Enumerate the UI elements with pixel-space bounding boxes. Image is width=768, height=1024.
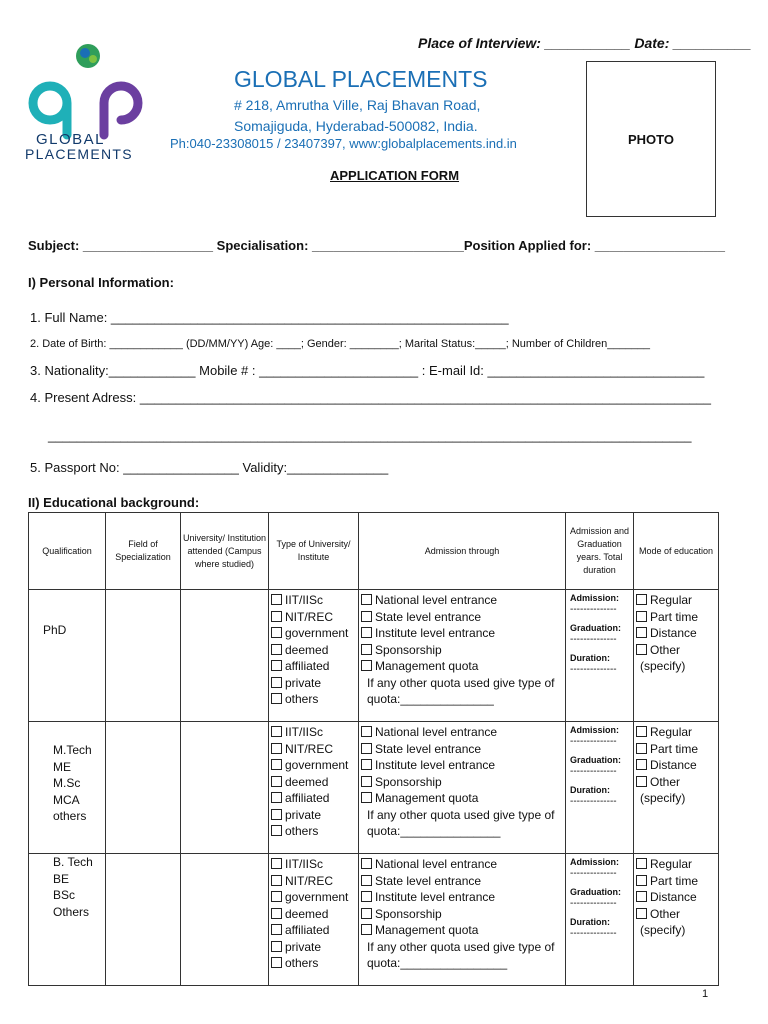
checkbox[interactable] (636, 908, 647, 919)
admission-option: Sponsorship (375, 774, 442, 789)
admission-label: Admission: (570, 593, 620, 603)
duration-label: Duration: (570, 917, 610, 927)
type-option: private (285, 807, 322, 822)
type-cell (269, 854, 359, 986)
type-option: affiliated (285, 923, 330, 937)
checkbox[interactable] (361, 891, 372, 902)
checkbox[interactable] (271, 792, 282, 803)
mode-option: Other (650, 642, 681, 657)
qualification-cell (29, 854, 106, 986)
checkbox[interactable] (636, 875, 647, 886)
qualification-item: PhD (43, 623, 67, 637)
other-quota-field[interactable]: quota:________________ (367, 956, 508, 970)
header-years: Admission and Graduation years. Total duration (566, 513, 634, 590)
admission-option: Sponsorship (375, 906, 442, 921)
checkbox[interactable] (361, 908, 372, 919)
type-cell (269, 722, 359, 854)
checkbox[interactable] (271, 957, 282, 968)
mode-option: Other (650, 774, 681, 789)
header-qualification: Qualification (29, 513, 106, 590)
admission-option: State level entrance (375, 609, 482, 624)
admission-option: National level entrance (375, 725, 498, 739)
type-option: government (285, 758, 349, 772)
mode-option: Regular (650, 725, 693, 739)
qualification-item: BSc (53, 888, 76, 902)
admission-option: Sponsorship (375, 642, 442, 657)
mode-option: Regular (650, 593, 693, 607)
photo-label: PHOTO (628, 132, 674, 147)
admission-option: Management quota (375, 791, 479, 805)
form-title: APPLICATION FORM (330, 168, 460, 183)
nationality-line[interactable]: 3. Nationality:____________ Mobile # : ______________________ : E-mail Id: ______________________________ (30, 363, 705, 378)
checkbox[interactable] (636, 743, 647, 754)
checkbox[interactable] (361, 875, 372, 886)
admission-blank[interactable]: -------------- (570, 604, 617, 615)
other-quota-note: If any other quota used give type of (367, 675, 555, 690)
section-personal-title: I) Personal Information: (28, 275, 174, 290)
qualification-item: ME (53, 759, 71, 774)
checkbox[interactable] (271, 825, 282, 836)
checkbox[interactable] (361, 660, 372, 671)
graduation-label: Graduation: (570, 623, 621, 633)
qualification-item: BE (53, 871, 70, 886)
type-option: others (285, 956, 319, 970)
mode-specify: (specify) (640, 791, 686, 805)
other-quota-note: If any other quota used give type of (367, 807, 555, 822)
checkbox[interactable] (271, 809, 282, 820)
type-option: NIT/REC (285, 873, 333, 888)
admission-option: State level entrance (375, 873, 482, 888)
checkbox[interactable] (361, 726, 372, 737)
admission-cell (359, 722, 566, 854)
qualification-item: M.Tech (53, 743, 92, 757)
admission-option: Institute level entrance (375, 758, 496, 772)
checkbox[interactable] (271, 726, 282, 737)
type-option: deemed (285, 906, 329, 921)
duration-label: Duration: (570, 785, 610, 795)
checkbox[interactable] (271, 875, 282, 886)
graduation-label: Graduation: (570, 887, 621, 897)
duration-cell[interactable] (566, 590, 634, 722)
type-option: others (285, 692, 319, 706)
interview-place-date-line: Place of Interview: ___________ Date: __________ (418, 35, 752, 51)
qualification-cell (29, 590, 106, 722)
type-option: IIT/IISc (285, 593, 324, 607)
subject-line[interactable]: Subject: __________________ Specialisation: _____________________Position Applied for: __________________ (28, 238, 725, 253)
checkbox[interactable] (271, 759, 282, 770)
checkbox[interactable] (271, 677, 282, 688)
header-type: Type of University/ Institute (269, 513, 359, 590)
checkbox[interactable] (271, 941, 282, 952)
education-table (28, 512, 719, 986)
type-option: deemed (285, 774, 329, 789)
qualification-item: M.Sc (53, 776, 81, 790)
checkbox[interactable] (636, 759, 647, 770)
duration-blank[interactable]: -------------- (570, 664, 617, 675)
duration-label: Duration: (570, 653, 610, 663)
duration-cell[interactable] (566, 722, 634, 854)
mode-option: Part time (650, 609, 699, 624)
admission-option: Institute level entrance (375, 890, 496, 904)
header-university: University/ Institution attended (Campus where studied) (181, 513, 269, 590)
duration-blank[interactable]: -------------- (570, 928, 617, 939)
mode-cell (634, 854, 719, 986)
checkbox[interactable] (361, 594, 372, 605)
logo-text-placements: PLACEMENTS (25, 146, 133, 162)
mode-option: Distance (650, 890, 697, 904)
other-quota-field[interactable]: quota:_______________ (367, 824, 501, 838)
admission-option: State level entrance (375, 741, 482, 756)
type-option: government (285, 890, 349, 904)
field-cell[interactable] (106, 854, 181, 986)
checkbox[interactable] (271, 611, 282, 622)
type-cell (269, 590, 359, 722)
checkbox[interactable] (271, 924, 282, 935)
type-option: others (285, 824, 319, 838)
qualification-item: B. Tech (53, 855, 93, 869)
admission-option: National level entrance (375, 593, 498, 607)
university-cell[interactable] (181, 722, 269, 854)
checkbox[interactable] (271, 594, 282, 605)
mode-option: Regular (650, 857, 693, 871)
checkbox[interactable] (271, 908, 282, 919)
university-cell[interactable] (181, 854, 269, 986)
table-header-row (29, 513, 719, 590)
mode-specify: (specify) (640, 659, 686, 673)
duration-cell[interactable] (566, 854, 634, 986)
admission-blank[interactable]: -------------- (570, 736, 617, 747)
dob-line[interactable]: 2. Date of Birth: ____________ (DD/MM/YY) Age: ____; Gender: ________; Marital Status:_____; Number of Children_______ (30, 338, 651, 350)
checkbox[interactable] (636, 726, 647, 737)
checkbox[interactable] (271, 891, 282, 902)
type-option: government (285, 626, 349, 640)
admission-option: Management quota (375, 923, 479, 937)
mode-cell (634, 722, 719, 854)
company-logo (22, 40, 157, 165)
qualification-item: MCA (53, 792, 80, 807)
qualification-cell (29, 722, 106, 854)
checkbox[interactable] (361, 924, 372, 935)
type-option: private (285, 675, 322, 690)
checkbox[interactable] (271, 743, 282, 754)
type-option: deemed (285, 642, 329, 657)
checkbox[interactable] (361, 627, 372, 638)
table-row (29, 854, 719, 986)
checkbox[interactable] (636, 611, 647, 622)
checkbox[interactable] (636, 776, 647, 787)
admission-option: Institute level entrance (375, 626, 496, 640)
university-cell[interactable] (181, 590, 269, 722)
address-line-2: Somajiguda, Hyderabad-500082, India. (234, 118, 478, 134)
company-name: GLOBAL PLACEMENTS (234, 66, 488, 92)
checkbox[interactable] (271, 858, 282, 869)
checkbox[interactable] (636, 627, 647, 638)
checkbox[interactable] (361, 759, 372, 770)
checkbox[interactable] (361, 743, 372, 754)
duration-blank[interactable]: -------------- (570, 796, 617, 807)
checkbox[interactable] (361, 858, 372, 869)
checkbox[interactable] (636, 594, 647, 605)
qualification-item: Others (53, 904, 90, 919)
mode-option: Part time (650, 873, 699, 888)
header-field: Field of Specialization (106, 513, 181, 590)
graduation-blank[interactable]: -------------- (570, 634, 617, 645)
checkbox[interactable] (361, 644, 372, 655)
checkbox[interactable] (271, 776, 282, 787)
admission-option: Management quota (375, 659, 479, 673)
admission-blank[interactable]: -------------- (570, 868, 617, 879)
contact-line: Ph:040-23308015 / 23407397, www:globalplacements.ind.in (170, 136, 517, 151)
section-education-title: II) Educational background: (28, 495, 200, 510)
admission-option: National level entrance (375, 857, 498, 871)
checkbox[interactable] (271, 660, 282, 671)
mode-option: Other (650, 906, 681, 921)
admission-label: Admission: (570, 725, 620, 735)
checkbox[interactable] (271, 644, 282, 655)
graduation-blank[interactable]: -------------- (570, 766, 617, 777)
table-row (29, 722, 719, 854)
type-option: affiliated (285, 791, 330, 805)
mode-option: Distance (650, 626, 697, 640)
checkbox[interactable] (636, 858, 647, 869)
checkbox[interactable] (271, 627, 282, 638)
graduation-blank[interactable]: -------------- (570, 898, 617, 909)
type-option: IIT/IISc (285, 857, 324, 871)
present-address-continued[interactable]: _________________________________________________________________________________________ (48, 428, 692, 443)
other-quota-note: If any other quota used give type of (367, 939, 555, 954)
qualification-item: others (53, 809, 87, 823)
page-number: 1 (702, 988, 709, 1000)
address-line-1: # 218, Amrutha Ville, Raj Bhavan Road, (234, 97, 481, 113)
checkbox[interactable] (636, 644, 647, 655)
field-cell[interactable] (106, 722, 181, 854)
type-option: IIT/IISc (285, 725, 324, 739)
graduation-label: Graduation: (570, 755, 621, 765)
other-quota-field[interactable]: quota:______________ (367, 692, 494, 706)
present-address-field[interactable]: 4. Present Adress: _______________________________________________________________________________ (30, 390, 712, 405)
type-option: NIT/REC (285, 609, 333, 624)
checkbox[interactable] (361, 792, 372, 803)
mode-option: Part time (650, 741, 699, 756)
type-option: affiliated (285, 659, 330, 673)
admission-label: Admission: (570, 857, 620, 867)
photo-box (586, 61, 716, 217)
checkbox[interactable] (361, 611, 372, 622)
passport-line[interactable]: 5. Passport No: ________________ Validity:______________ (30, 460, 389, 475)
mode-specify: (specify) (640, 923, 686, 937)
logo-text-global: GLOBAL (36, 131, 106, 148)
field-cell[interactable] (106, 590, 181, 722)
checkbox[interactable] (361, 776, 372, 787)
admission-cell (359, 854, 566, 986)
full-name-field[interactable]: 1. Full Name: _______________________________________________________ (30, 310, 509, 325)
mode-option: Distance (650, 758, 697, 772)
header-mode: Mode of education (634, 513, 719, 590)
checkbox[interactable] (271, 693, 282, 704)
type-option: NIT/REC (285, 741, 333, 756)
mode-cell (634, 590, 719, 722)
checkbox[interactable] (636, 891, 647, 902)
header-admission: Admission through (359, 513, 566, 590)
type-option: private (285, 939, 322, 954)
admission-cell (359, 590, 566, 722)
table-row (29, 590, 719, 722)
